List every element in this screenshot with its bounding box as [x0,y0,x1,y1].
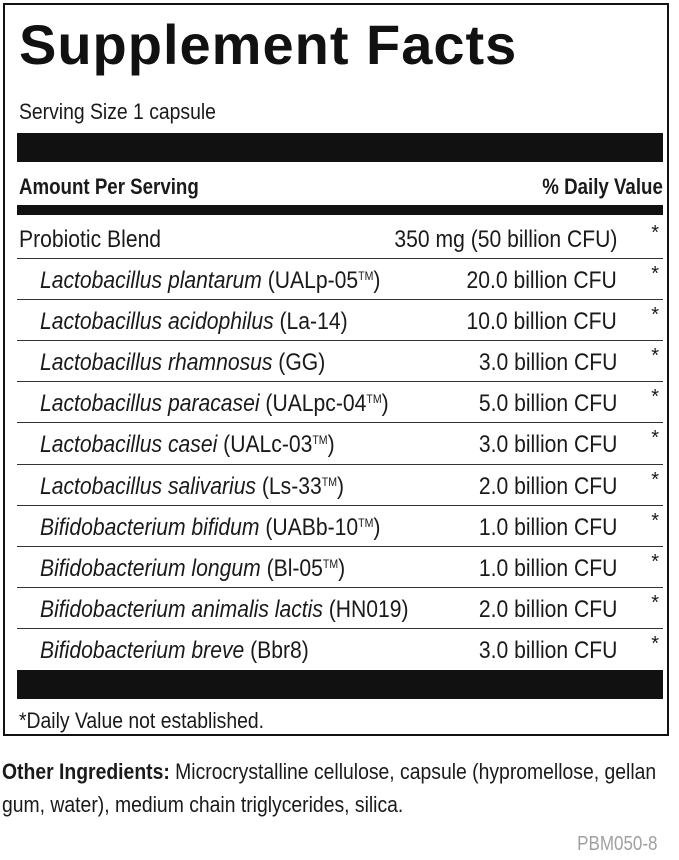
strain-code: Bbr8 [257,637,302,664]
strain-code: UALp-05 [274,267,359,294]
panel-title: Supplement Facts [19,13,518,76]
ingredient-amount: 3.0 billion CFU [478,637,617,664]
column-header-row [17,169,663,207]
row-separator [17,299,663,300]
ingredient-dv: * [651,551,659,573]
ingredient-amount: 10.0 billion CFU [466,308,617,335]
species-name: Lactobacillus plantarum [40,267,262,294]
ingredient-dv: * [651,469,659,491]
ingredient-name: Lactobacillus acidophilus (La-14) [40,308,348,335]
blend-amount: 350 mg (50 billion CFU) [393,226,617,253]
trademark-mark: TM [312,433,328,447]
row-separator [17,258,663,259]
ingredient-amount: 1.0 billion CFU [478,514,617,541]
trademark-mark: TM [366,392,382,406]
strain-code: La-14 [286,308,341,335]
ingredient-dv: * [651,345,659,367]
blend-name: Probiotic Blend [19,226,162,253]
species-name: Lactobacillus paracasei [40,390,260,417]
header-divider-rule [17,205,663,215]
ingredient-row [17,384,663,424]
ingredient-name: Bifidobacterium animalis lactis (HN019) [40,596,409,623]
strain-code: UALpc-04 [272,390,367,417]
row-separator [17,422,663,423]
ingredient-row [17,343,663,383]
ingredient-name: Bifidobacterium longum (Bl-05™) [40,555,346,582]
ingredient-dv: * [651,510,659,532]
supplement-facts-panel [3,3,669,736]
amount-per-serving-header: Amount Per Serving [19,174,199,199]
ingredient-amount: 20.0 billion CFU [466,267,617,294]
ingredient-amount: 5.0 billion CFU [478,390,617,417]
species-name: Lactobacillus rhamnosus [40,349,273,376]
strain-code: UALc-03 [230,431,313,458]
daily-value-footnote: *Daily Value not established. [19,708,265,733]
ingredient-row [17,302,663,342]
ingredient-amount: 3.0 billion CFU [478,431,617,458]
row-separator [17,546,663,547]
ingredient-dv: * [651,427,659,449]
ingredient-dv: * [651,592,659,614]
ingredient-row [17,590,663,630]
blend-dv: * [651,222,659,244]
daily-value-header: % Daily Value [542,174,663,199]
strain-code: UABb-10 [272,514,359,541]
trademark-mark: TM [321,475,337,489]
ingredient-name: Lactobacillus casei (UALc-03™) [40,431,335,458]
ingredient-name: Lactobacillus paracasei (UALpc-04™) [40,390,389,417]
trademark-mark: TM [322,557,339,571]
row-separator [17,340,663,341]
ingredient-name: Lactobacillus plantarum (UALp-05™) [40,267,381,294]
other-ingredients [2,755,671,821]
ingredient-dv: * [651,386,659,408]
serving-size: Serving Size 1 capsule [19,99,216,124]
ingredient-amount: 3.0 billion CFU [478,349,617,376]
ingredient-dv: * [651,633,659,655]
species-name: Bifidobacterium longum [40,555,261,582]
ingredient-row [17,631,663,671]
species-name: Bifidobacterium animalis lactis [40,596,323,623]
species-name: Lactobacillus salivarius [40,473,256,500]
ingredient-row [17,549,663,589]
ingredient-row [17,425,663,465]
other-ingredients-label: Other Ingredients: [2,759,170,784]
ingredient-dv: * [651,263,659,285]
ingredient-name: Bifidobacterium breve (Bbr8) [40,637,309,664]
other-ingredients-text: Microcrystalline cellulose, capsule (hypromellose, gellan gum, water), medium chain triglycerides, silica. [2,759,657,817]
row-separator [17,587,663,588]
blend-row [17,220,663,260]
row-separator [17,628,663,629]
trademark-mark: TM [358,269,374,283]
ingredient-amount: 1.0 billion CFU [478,555,617,582]
row-separator [17,505,663,506]
ingredient-dv: * [651,304,659,326]
species-name: Bifidobacterium bifidum [40,514,260,541]
species-name: Lactobacillus acidophilus [40,308,274,335]
row-separator [17,464,663,465]
strain-code: Bl-05 [273,555,323,582]
ingredient-row [17,467,663,507]
top-divider-bar [17,133,663,162]
trademark-mark: TM [358,516,374,530]
ingredient-name: Lactobacillus salivarius (Ls-33™) [40,473,345,500]
strain-code: GG [285,349,319,376]
species-name: Lactobacillus casei [40,431,218,458]
strain-code: HN019 [335,596,402,623]
ingredient-amount: 2.0 billion CFU [478,473,617,500]
ingredient-row [17,508,663,548]
ingredient-row [17,261,663,301]
species-name: Bifidobacterium breve [40,637,245,664]
ingredient-amount: 2.0 billion CFU [478,596,617,623]
bottom-divider-bar [17,670,663,699]
product-code: PBM050-8 [576,833,657,855]
ingredient-name: Lactobacillus rhamnosus (GG) [40,349,326,376]
ingredient-name: Bifidobacterium bifidum (UABb-10™) [40,514,381,541]
row-separator [17,381,663,382]
strain-code: Ls-33 [268,473,322,500]
